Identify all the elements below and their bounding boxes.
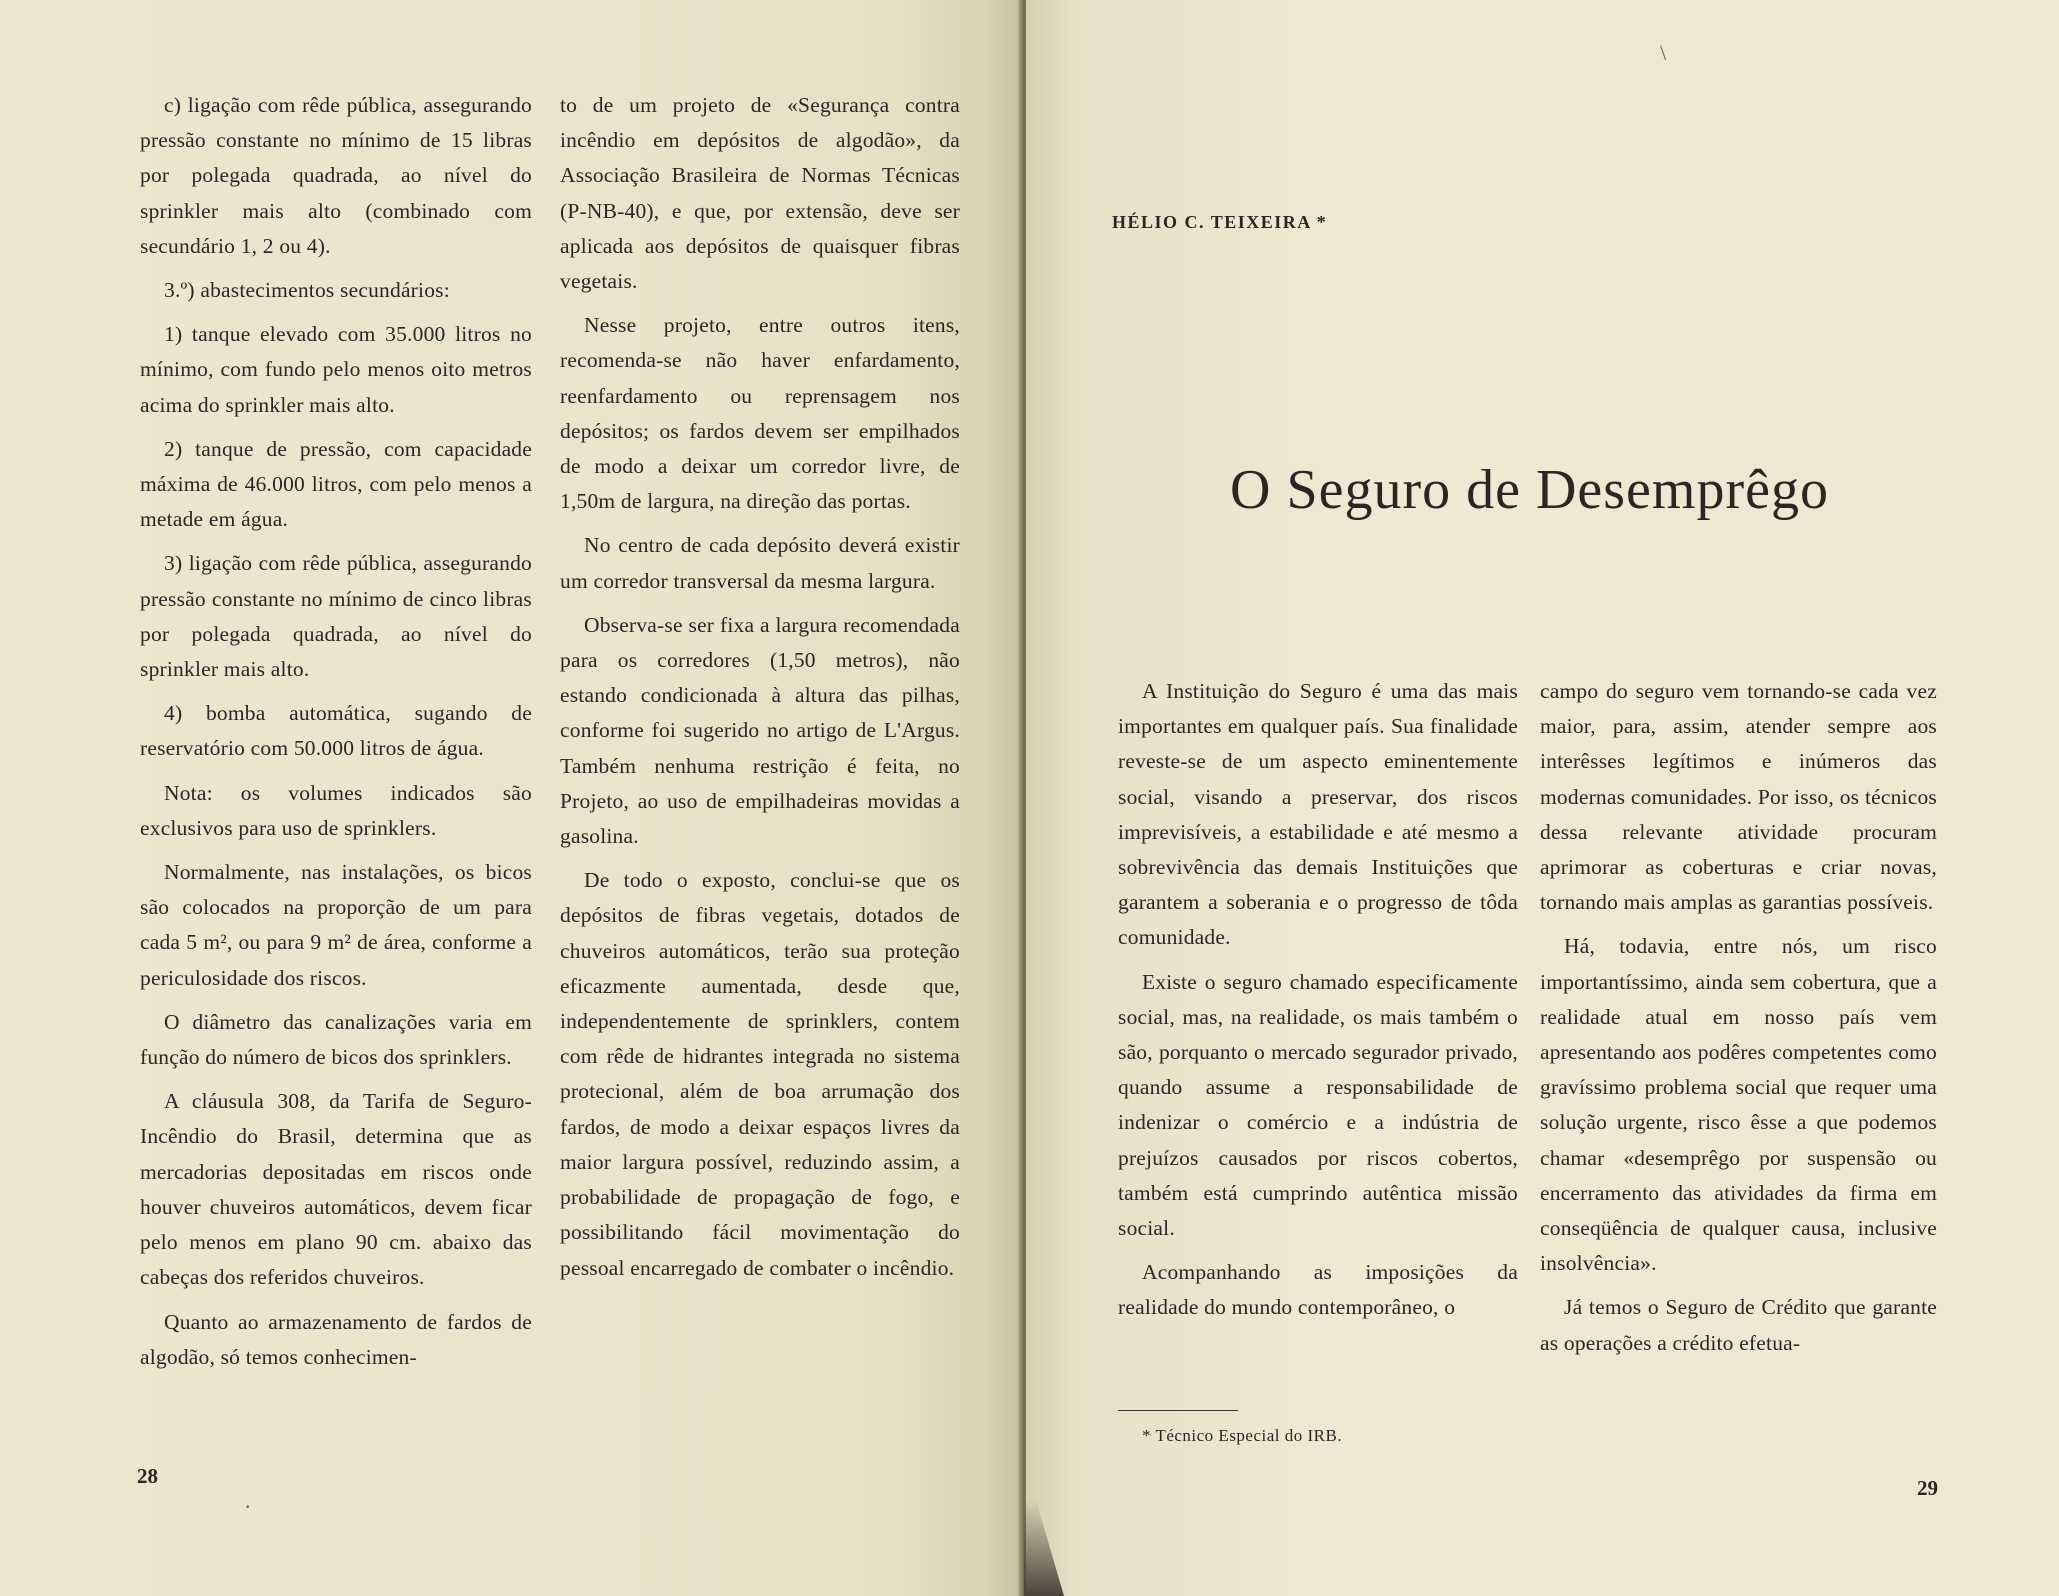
paragraph: De todo o exposto, conclui-se que os depósitos de fibras vegetais, dotados de chuveiros automáticos, terão sua proteção eficazmente aumentada, desde que, independentemente de sprinklers, contem com rêde de hidrantes integrada no sistema protecional, além de boa arrumação dos fardos, de modo a deixar espaços livres da maior largura possível, reduzindo assim, a probabilidade de propagação de fogo, e possibilitando fácil movimentação do pessoal encarregado de combater o incêndio. [560, 868, 960, 1280]
paragraph: Já temos o Seguro de Crédito que garante as operações a crédito efetua- [1540, 1295, 1937, 1355]
paragraph: Observa-se ser fixa a largura recomendada para os corredores (1,50 metros), não estando condicionada à altura das pilhas, conforme foi sugerido no artigo de L'Argus. Também nenhuma restrição é feita, no Projeto, ao uso de empilhadeiras movidas a gasolina. [560, 612, 960, 849]
paragraph: O diâmetro das canalizações varia em função do número de bicos dos sprinklers. [140, 1009, 532, 1070]
paragraph: to de um projeto de «Segurança contra incêndio em depósitos de algodão», da Associação Brasileira de Normas Técnicas (P-NB-40), e que, por extensão, deve ser aplicada aos depósitos de quaisquer fibras vegetais. [560, 93, 960, 294]
left-page-column-1 [140, 88, 532, 1384]
paragraph: No centro de cada depósito deverá existir um corredor transversal da mesma largura. [560, 533, 960, 593]
paragraph: Acompanhando as imposições da realidade do mundo contemporâneo, o [1118, 1260, 1518, 1320]
left-page [0, 0, 1020, 1596]
right-page-column-1 [1118, 674, 1518, 1335]
paragraph: A cláusula 308, da Tarifa de Seguro-Incêndio do Brasil, determina que as mercadorias depositadas em riscos onde houver chuveiros automáticos, devem ficar pelo menos em plano 90 cm. abaixo das cabeças dos referidos chuveiros. [140, 1089, 532, 1290]
article-title: O Seguro de Desemprêgo [1230, 458, 1829, 521]
paragraph: A Instituição do Seguro é uma das mais importantes em qualquer país. Sua finalidade reveste-se de um aspecto eminentemente social, visando a preservar, dos riscos imprevisíveis, a estabilidade e até mesmo a sobrevivência das demais Instituições que garantem a soberania e o progresso de tôda comunidade. [1118, 679, 1518, 950]
paragraph: Nota: os volumes indicados são exclusivos para uso de sprinklers. [140, 780, 532, 840]
right-page-column-2 [1540, 674, 1937, 1370]
paragraph: Há, todavia, entre nós, um risco importantíssimo, ainda sem cobertura, que a realidade atual em nosso país vem apresentando aos podêres competentes como gravíssimo problema social que requer uma solução urgente, risco êsse a que podemos chamar «desemprêgo por suspensão ou encerramento das atividades da firma em conseqüência de qualquer causa, inclusive insolvência». [1540, 934, 1937, 1276]
paragraph: 2) tanque de pressão, com capacidade máxima de 46.000 litros, com pelo menos a metade em água. [140, 436, 532, 532]
paragraph: campo do seguro vem tornando-se cada vez maior, para, assim, atender sempre aos interêsses legítimos e inúmeros das modernas comunidades. Por isso, os técnicos dessa relevante atividade procuram aprimorar as coberturas e criar novas, tornando mais amplas as garantias possíveis. [1540, 679, 1937, 915]
footnote-rule [1118, 1410, 1238, 1411]
paragraph: 3.º) abastecimentos secundários: [164, 278, 450, 303]
ink-speck: \ [1660, 40, 1667, 65]
paragraph: Normalmente, nas instalações, os bicos são colocados na proporção de um para cada 5 m², ou para 9 m² de área, conforme a periculosidade dos riscos. [140, 860, 532, 990]
paragraph: 4) bomba automática, sugando de reservatório com 50.000 litros de água. [140, 701, 532, 761]
ink-speck: · [244, 1494, 252, 1519]
paragraph: Nesse projeto, entre outros itens, recomenda-se não haver enfardamento, reenfardamento ou reprensagem nos depósitos; os fardos devem ser empilhados de modo a deixar um corredor livre, de 1,50m de largura, na direção das portas. [560, 313, 960, 514]
author-name: HÉLIO C. TEIXEIRA * [1112, 212, 1328, 232]
paragraph: Quanto ao armazenamento de fardos de algodão, só temos conhecimen- [140, 1309, 532, 1369]
page-number: 29 [1917, 1476, 1938, 1500]
paragraph: Existe o seguro chamado especificamente social, mas, na realidade, os mais também o são, porquanto o mercado segurador privado, quando assume a responsabilidade de indenizar o comércio e a indústria de prejuízos causados por riscos cobertos, também está cumprindo autêntica missão social. [1118, 969, 1518, 1241]
left-page-column-2 [560, 88, 960, 1295]
paragraph: 1) tanque elevado com 35.000 litros no mínimo, com fundo pelo menos oito metros acima do sprinkler mais alto. [140, 322, 532, 417]
paragraph: c) ligação com rêde pública, assegurando pressão constante no mínimo de 15 libras por polegada quadrada, ao nível do sprinkler mais alto (combinado com secundário 1, 2 ou 4). [140, 93, 532, 258]
paragraph: 3) ligação com rêde pública, assegurando pressão constante no mínimo de cinco libras por polegada quadrada, ao nível do sprinkler mais alto. [140, 551, 532, 682]
footnote: * Técnico Especial do IRB. [1142, 1426, 1343, 1445]
page-number: 28 [137, 1464, 158, 1488]
